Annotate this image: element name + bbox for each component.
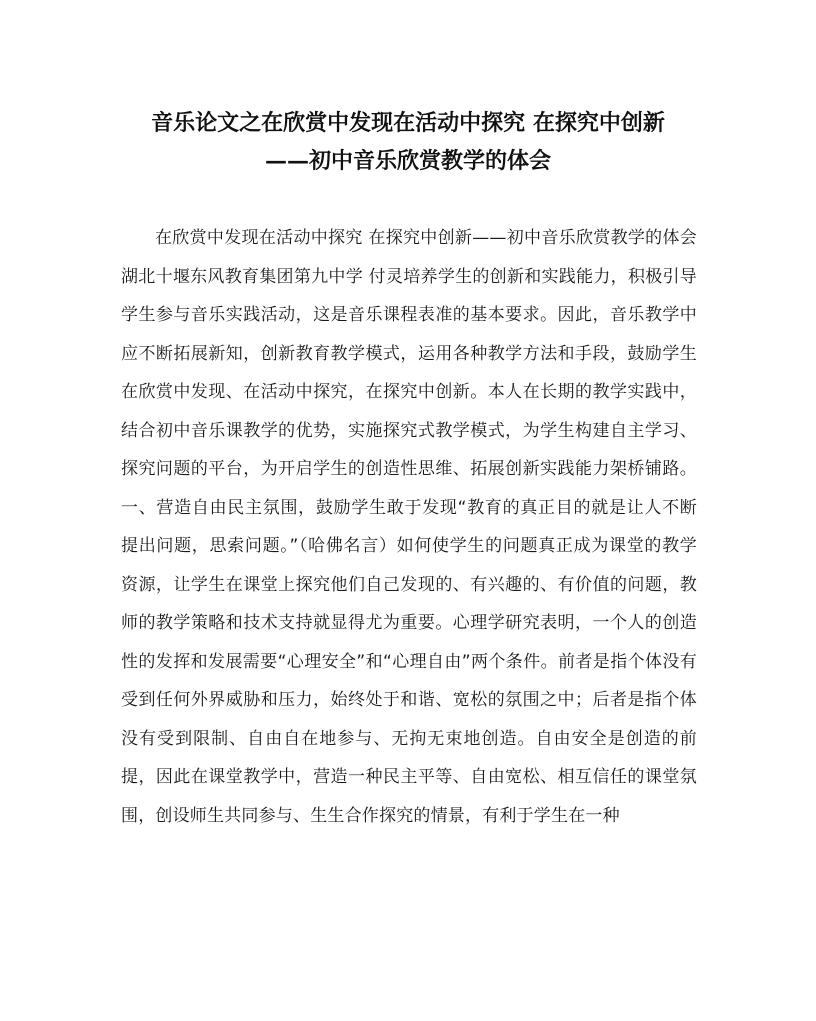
title-line-1: 音乐论文之在欣赏中发现在活动中探究 在探究中创新	[151, 110, 665, 136]
document-title	[100, 104, 716, 180]
body-paragraph: 在欣赏中发现在活动中探究 在探究中创新——初中音乐欣赏教学的体会湖北十堰东风教育集团第九中学 付灵培养学生的创新和实践能力，积极引导学生参与音乐实践活动，这是音乐课程表准的基本要求。因此，音乐教学中应不断拓展新知，创新教育教学模式，运用各种教学方法和手段，鼓励学生在欣赏中发现、在活动中探究，在探究中创新。本人在长期的教学实践中，结合初中音乐课教学的优势，实施探究式教学模式，为学生构建自主学习、探究问题的平台，为开启学生的创造性思维、拓展创新实践能力架桥铺路。一、营造自由民主氛围，鼓励学生敢于发现“教育的真正目的就是让人不断提出问题，思索问题。”（哈佛名言）如何使学生的问题真正成为课堂的教学资源，让学生在课堂上探究他们自己发现的、有兴趣的、有价值的问题，教师的教学策略和技术支持就显得尤为重要。心理学研究表明，一个人的创造性的发挥和发展需要“心理安全”和“心理自由”两个条件。前者是指个体没有受到任何外界威胁和压力，始终处于和谐、宽松的氛围之中；后者是指个体没有受到限制、自由自在地参与、无拘无束地创造。自由安全是创造的前提，因此在课堂教学中，营造一种民主平等、自由宽松、相互信任的课堂氛围，创设师生共同参与、生生合作探究的情景，有利于学生在一种	[121, 228, 697, 826]
title-line-2: ——初中音乐欣赏教学的体会	[264, 148, 551, 174]
